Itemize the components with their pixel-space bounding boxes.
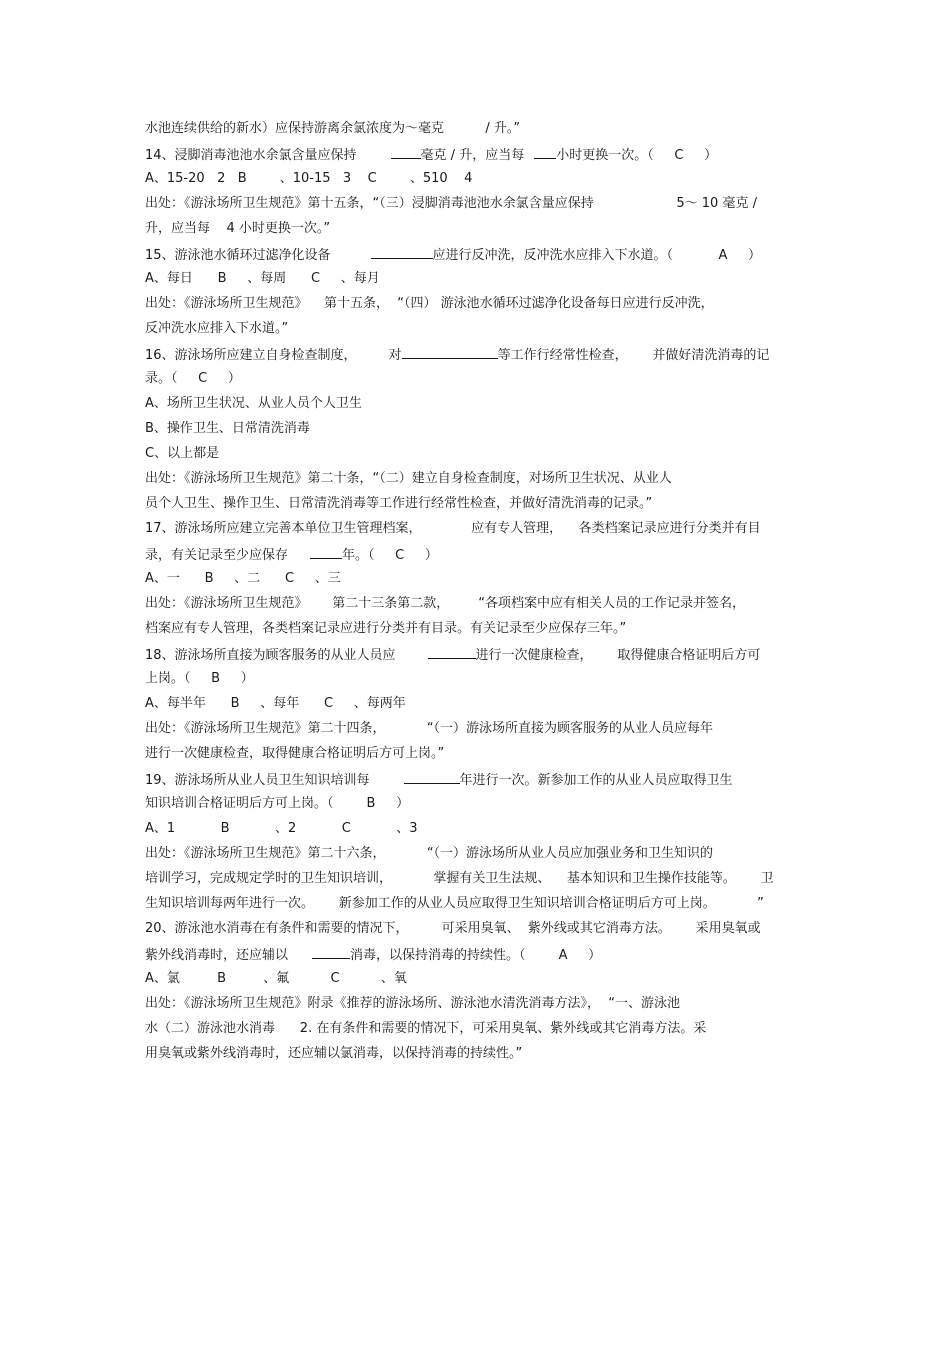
question-text: 18、游泳场所直接为顾客服务的从业人员应: [145, 648, 396, 663]
question-text: 毫克 / 升，应当每: [420, 148, 525, 163]
answer-blank: [428, 644, 476, 659]
options-line: A、氯 B 、氟 C 、氧: [145, 971, 407, 986]
options-line: A、15-20 2 B 、10-15 3 C 、510 4: [145, 171, 473, 186]
text-line: 上岗。（ B ）: [145, 671, 254, 686]
question-text: 年进行一次。新参加工作的从业人员应取得卫生: [459, 773, 733, 788]
source-line: 升，应当每 4 小时更换一次。”: [145, 221, 331, 236]
source-line: 生知识培训每两年进行一次。 新参加工作的从业人员应取得卫生知识培训合格证明后方可上岗。 ”: [145, 896, 764, 911]
question-text: 16、游泳场所应建立自身检查制度，: [145, 348, 357, 363]
question-text: 录，有关记录至少应保存: [145, 548, 289, 563]
question-text: 19、游泳场所从业人员卫生知识培训每: [145, 773, 370, 788]
answer-blank: [391, 144, 421, 159]
answer-blank: [534, 144, 556, 159]
question-text: 消毒，以保持消毒的持续性。（ A ）: [350, 948, 602, 963]
options-line: A、一 B 、二 C 、三: [145, 571, 341, 586]
question-text: 对: [388, 348, 402, 363]
source-line: 培训学习，完成规定学时的卫生知识培训， 掌握有关卫生法规、 基本知识和卫生操作技能等。 卫: [145, 871, 774, 886]
question-text: 15、游泳池水循环过滤净化设备: [145, 248, 331, 263]
option-item: C、以上都是: [145, 446, 220, 461]
source-line: 档案应有专人管理，各类档案记录应进行分类并有目录。有关记录至少应保存三年。”: [145, 621, 627, 636]
answer-blank: [310, 544, 342, 559]
question-20: 20、游泳池水消毒在有条件和需要的情况下， 可采用臭氧、 紫外线或其它消毒方法。 采用臭氧或: [145, 921, 761, 936]
options-line: A、每半年 B 、每年 C 、每两年: [145, 696, 406, 711]
question-17: 17、游泳场所应建立完善本单位卫生管理档案， 应有专人管理， 各类档案记录应进行分类并有目: [145, 521, 761, 536]
question-18: [145, 644, 815, 664]
question-text: 14、浸脚消毒池池水余氯含量应保持: [145, 148, 357, 163]
source-line: 进行一次健康检查，取得健康合格证明后方可上岗。”: [145, 746, 445, 761]
options-line: A、每日 B 、每周 C 、每月: [145, 271, 380, 286]
question-text: 进行一次健康检查， 取得健康合格证明后方可: [475, 648, 761, 663]
source-line: 出处：《游泳场所卫生规范》附录《推荐的游泳场所、游泳池水清洗消毒方法》， “一、游泳池: [145, 996, 681, 1011]
source-line: 水（二）游泳池水消毒 2. 在有条件和需要的情况下，可采用臭氧、紫外线或其它消毒方法。采: [145, 1021, 707, 1036]
question-16: [145, 344, 815, 364]
question-14: [145, 144, 815, 164]
source-line: 用臭氧或紫外线消毒时，还应辅以氯消毒，以保持消毒的持续性。”: [145, 1046, 523, 1061]
question-text: 应进行反冲洗，反冲洗水应排入下水道。（ A ）: [432, 248, 762, 263]
answer-blank: [402, 344, 498, 359]
answer-blank: [312, 944, 350, 959]
question-17-cont: [145, 544, 815, 564]
source-line: 员个人卫生、操作卫生、日常清洗消毒等工作进行经常性检查，并做好清洗消毒的记录。”: [145, 496, 653, 511]
text-line: 水池连续供给的新水）应保持游离余氯浓度为～毫克 / 升。”: [145, 121, 521, 136]
option-item: A、场所卫生状况、从业人员个人卫生: [145, 396, 362, 411]
question-20-cont: [145, 944, 815, 964]
source-line: 反冲洗水应排入下水道。”: [145, 321, 289, 336]
answer-blank: [371, 244, 433, 259]
question-text: 年。（ C ）: [342, 548, 438, 563]
option-item: B、操作卫生、日常清洗消毒: [145, 421, 310, 436]
source-line: 出处：《游泳场所卫生规范》 第十五条， “（四） 游泳池水循环过滤净化设备每日应进行反冲洗，: [145, 296, 714, 311]
options-line: A、1 B 、2 C 、3: [145, 821, 418, 836]
source-line: 出处：《游泳场所卫生规范》第十五条，“（三）浸脚消毒池池水余氯含量应保持 5～ 10 毫克 /: [145, 196, 757, 211]
question-15: [145, 244, 815, 264]
question-text: 等工作行经常性检查， 并做好清洗消毒的记: [497, 348, 770, 363]
question-text: 小时更换一次。（ C ）: [556, 148, 718, 163]
question-19: [145, 769, 815, 789]
source-line: 出处：《游泳场所卫生规范》第二十四条， “（一）游泳场所直接为顾客服务的从业人员应每年: [145, 721, 714, 736]
source-line: 出处：《游泳场所卫生规范》第二十条，“（二）建立自身检查制度，对场所卫生状况、从业人: [145, 471, 672, 486]
source-line: 出处：《游泳场所卫生规范》第二十六条， “（一）游泳场所从业人员应加强业务和卫生知识的: [145, 846, 714, 861]
text-line: 录。（ C ）: [145, 371, 241, 386]
source-line: 出处：《游泳场所卫生规范》 第二十三条第二款， “各项档案中应有相关人员的工作记录并签名，: [145, 596, 745, 611]
answer-blank: [404, 769, 460, 784]
text-line: 知识培训合格证明后方可上岗。（ B ）: [145, 796, 410, 811]
question-text: 紫外线消毒时，还应辅以: [145, 948, 289, 963]
